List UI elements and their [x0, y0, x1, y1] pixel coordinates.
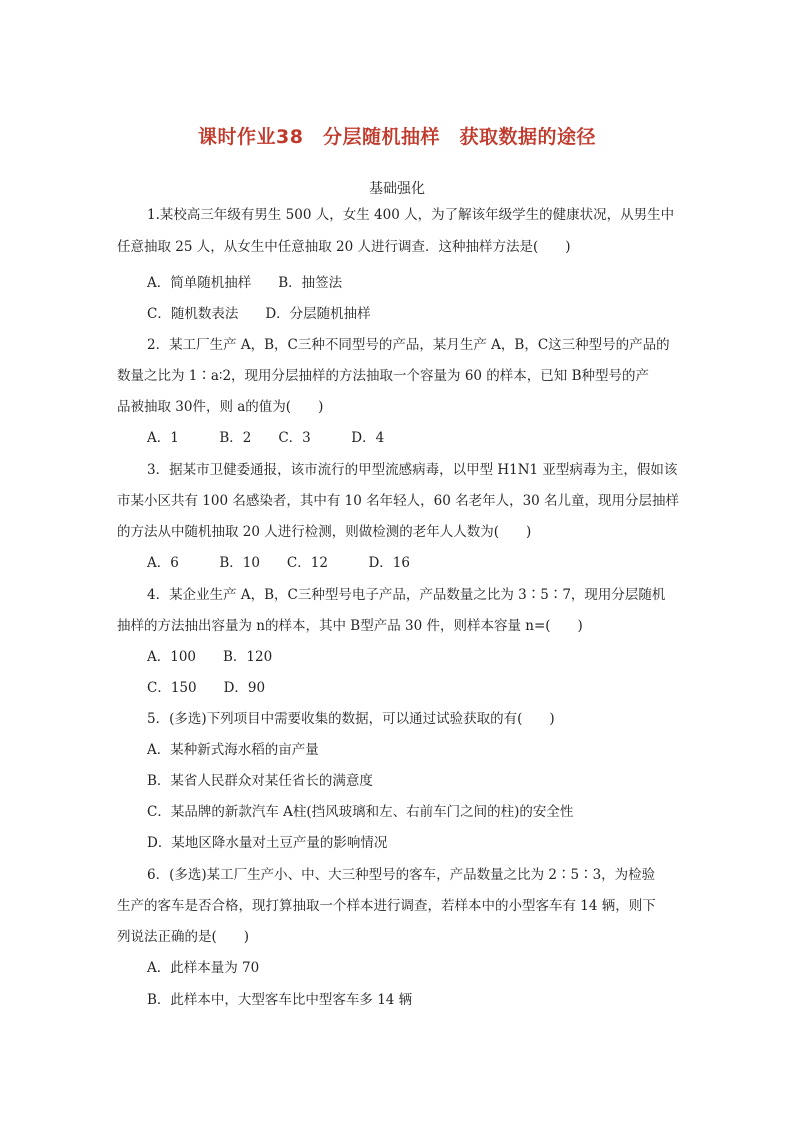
question-1-options-ab: A．简单随机抽样 B．抽签法: [147, 275, 343, 291]
question-1-line-2: 任意抽取 25 人，从女生中任意抽取 20 人进行调查．这种抽样方法是( ): [117, 239, 571, 255]
question-2-line-3: 品被抽取 30件，则 a的值为( ): [117, 399, 324, 415]
question-4-line-2: 抽样的方法抽出容量为 n的样本，其中 B型产品 30 件，则样本容量 n=( ): [117, 618, 583, 634]
question-1-line-1: 1.某校高三年级有男生 500 人，女生 400 人，为了解该年级学生的健康状况，从男生中: [147, 207, 675, 223]
question-4-options-ab: A．100 B．120: [147, 649, 273, 665]
question-5-option-b: B．某省人民群众对某任省长的满意度: [147, 773, 373, 789]
question-3-line-1: 3．据某市卫健委通报，该市流行的甲型流感病毒，以甲型 H1N1 亚型病毒为主，假如该: [147, 462, 678, 478]
question-6-option-b: B．此样本中，大型客车比中型客车多 14 辆: [147, 992, 413, 1008]
question-4-line-1: 4．某企业生产 A，B，C三种型号电子产品，产品数量之比为 3∶5∶7，现用分层随机: [147, 587, 666, 603]
question-6-line-1: 6．(多选)某工厂生产小、中、大三种型号的客车，产品数量之比为 2∶5∶3，为检验: [147, 867, 656, 883]
question-6-option-a: A．此样本量为 70: [147, 960, 260, 976]
question-5-option-c: C．某品牌的新款汽车 A柱(挡风玻璃和左、右前车门之间的柱)的安全性: [147, 804, 574, 820]
question-5-option-d: D．某地区降水量对土豆产量的影响情况: [147, 835, 388, 851]
question-1-options-cd: C．随机数表法 D．分层随机抽样: [147, 306, 371, 322]
question-6-line-3: 列说法正确的是( ): [117, 929, 250, 945]
question-5-line-1: 5．(多选)下列项目中需要收集的数据，可以通过试验获取的有( ): [147, 711, 555, 727]
question-3-options: A．6 B．10 C．12 D．16: [147, 555, 410, 571]
question-3-line-2: 市某小区共有 100 名感染者，其中有 10 名年轻人，60 名老年人，30 名儿童，现用分层抽样: [117, 493, 680, 509]
question-3-line-3: 的方法从中随机抽取 20 人进行检测，则做检测的老年人人数为( ): [117, 524, 532, 540]
section-heading: 基础强化: [369, 181, 425, 197]
question-4-options-cd: C．150 D．90: [147, 680, 266, 696]
question-2-line-1: 2．某工厂生产 A，B，C三种不同型号的产品，某月生产 A，B，C这三种型号的产品的: [147, 337, 670, 353]
question-5-option-a: A．某种新式海水稻的亩产量: [147, 742, 319, 758]
question-2-line-2: 数量之比为 1∶a∶2，现用分层抽样的方法抽取一个容量为 60 的样本，已知 B种型号的产: [117, 368, 650, 384]
page-title: 课时作业38 分层随机抽样 获取数据的途径: [198, 126, 596, 148]
question-2-options: A．1 B．2 C．3 D．4: [147, 430, 385, 446]
question-6-line-2: 生产的客车是否合格，现打算抽取一个样本进行调查，若样本中的小型客车有 14 辆，则下: [117, 898, 656, 914]
